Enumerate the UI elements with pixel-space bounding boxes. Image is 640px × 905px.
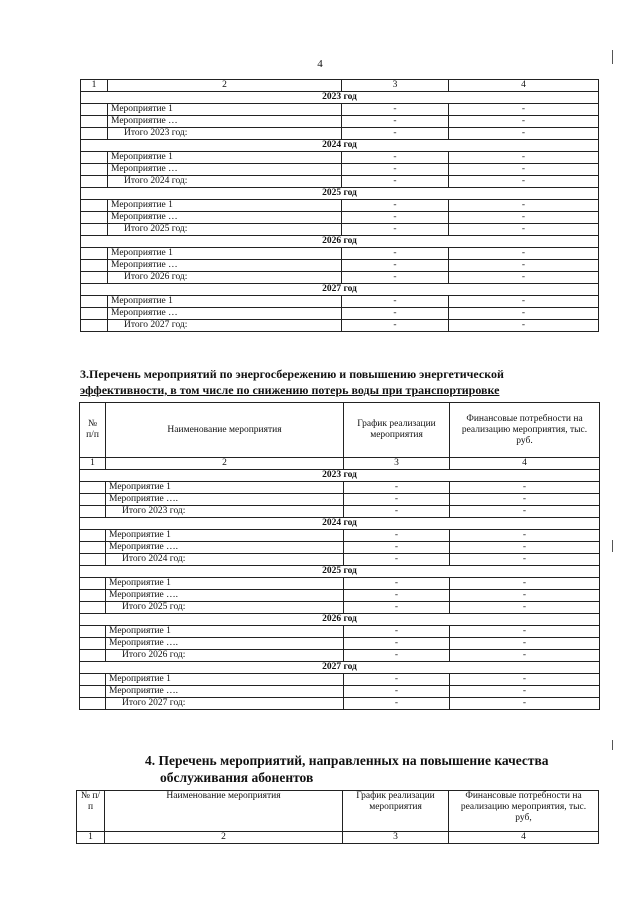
activity-name-cell: Мероприятие …. <box>106 590 344 602</box>
section-4-title <box>145 752 595 786</box>
schedule-cell: - <box>342 164 449 176</box>
col-header-name: Наименование мероприятия <box>106 403 344 458</box>
year-heading: 2027 год <box>80 662 600 674</box>
table-row <box>80 602 600 614</box>
activity-name-cell: Итого 2026 год: <box>106 650 344 662</box>
schedule-cell: - <box>344 590 450 602</box>
finance-cell: - <box>449 272 599 284</box>
finance-cell: - <box>449 320 599 332</box>
row-number-cell <box>80 494 106 506</box>
col-header-finance: Финансовые потребности на реализацию мероприятия, тыс. руб, <box>449 791 599 832</box>
activity-name-cell: Мероприятие …. <box>106 686 344 698</box>
finance-cell: - <box>450 542 600 554</box>
table-row <box>80 482 600 494</box>
year-header-row <box>80 566 600 578</box>
activity-name-cell: Мероприятие … <box>108 116 342 128</box>
activity-name-cell: Итого 2025 год: <box>106 602 344 614</box>
schedule-cell: - <box>342 104 449 116</box>
finance-cell: - <box>450 602 600 614</box>
table-row <box>80 698 600 710</box>
activity-name-cell: Мероприятие … <box>108 164 342 176</box>
col-header-number: № п/п <box>77 791 105 832</box>
year-heading: 2024 год <box>80 518 600 530</box>
row-number-cell <box>80 674 106 686</box>
year-heading: 2024 год <box>81 140 599 152</box>
table-row <box>80 578 600 590</box>
row-number-cell <box>80 602 106 614</box>
row-number-cell <box>80 506 106 518</box>
schedule-cell: - <box>342 224 449 236</box>
activity-name-cell: Мероприятие … <box>108 212 342 224</box>
schedule-cell: - <box>342 260 449 272</box>
col-number-4: 4 <box>449 832 599 844</box>
row-number-cell <box>81 212 108 224</box>
row-number-cell <box>81 152 108 164</box>
row-number-cell <box>81 260 108 272</box>
activity-name-cell: Мероприятие 1 <box>108 104 342 116</box>
activity-name-cell: Итого 2026 год: <box>108 272 342 284</box>
row-number-cell <box>80 650 106 662</box>
finance-cell: - <box>449 152 599 164</box>
finance-cell: - <box>450 530 600 542</box>
activity-name-cell: Мероприятие …. <box>106 542 344 554</box>
schedule-cell: - <box>342 152 449 164</box>
col-number-2: 2 <box>106 458 344 470</box>
table-row <box>81 200 599 212</box>
year-header-row <box>80 662 600 674</box>
year-header-row <box>80 518 600 530</box>
row-number-cell <box>80 542 106 554</box>
section-4-title-line-2: обслуживания абонентов <box>160 770 314 785</box>
finance-cell: - <box>449 296 599 308</box>
activity-name-cell: Итого 2027 год: <box>108 320 342 332</box>
schedule-cell: - <box>344 482 450 494</box>
activity-name-cell: Итого 2023 год: <box>108 128 342 140</box>
schedule-cell: - <box>344 494 450 506</box>
row-number-cell <box>81 248 108 260</box>
col-header-schedule: График реализации мероприятия <box>344 403 450 458</box>
table-row <box>81 308 599 320</box>
activity-name-cell: Мероприятие 1 <box>108 200 342 212</box>
table-row <box>80 530 600 542</box>
schedule-cell: - <box>344 674 450 686</box>
col-number-3: 3 <box>342 80 449 92</box>
year-header-row <box>81 140 599 152</box>
table-row <box>81 212 599 224</box>
activity-name-cell: Мероприятие 1 <box>108 152 342 164</box>
row-number-cell <box>80 578 106 590</box>
activity-name-cell: Мероприятие 1 <box>106 626 344 638</box>
schedule-cell: - <box>344 602 450 614</box>
table-row <box>80 686 600 698</box>
row-number-cell <box>80 530 106 542</box>
activity-name-cell: Мероприятие 1 <box>106 530 344 542</box>
finance-cell: - <box>449 200 599 212</box>
finance-cell: - <box>450 638 600 650</box>
row-number-cell <box>80 626 106 638</box>
table-row <box>81 176 599 188</box>
year-heading: 2026 год <box>81 236 599 248</box>
schedule-cell: - <box>342 320 449 332</box>
finance-cell: - <box>450 686 600 698</box>
col-number-3: 3 <box>343 832 449 844</box>
finance-cell: - <box>449 128 599 140</box>
schedule-cell: - <box>344 542 450 554</box>
finance-cell: - <box>450 506 600 518</box>
column-header-row <box>77 791 599 832</box>
table-row <box>81 116 599 128</box>
column-number-row <box>77 832 599 844</box>
scan-margin-mark <box>612 740 613 750</box>
table-row <box>81 248 599 260</box>
row-number-cell <box>80 698 106 710</box>
year-header-row <box>80 614 600 626</box>
finance-cell: - <box>449 248 599 260</box>
table-row <box>80 506 600 518</box>
table-row <box>80 590 600 602</box>
activity-name-cell: Мероприятие … <box>108 308 342 320</box>
activity-name-cell: Итого 2024 год: <box>106 554 344 566</box>
table-row <box>80 638 600 650</box>
activity-name-cell: Итого 2027 год: <box>106 698 344 710</box>
row-number-cell <box>81 308 108 320</box>
col-number-2: 2 <box>108 80 342 92</box>
section-3-title-line-1: 3.Перечень мероприятий по энергосбережению и повышению энергетической <box>80 367 504 381</box>
table-row <box>81 128 599 140</box>
row-number-cell <box>80 554 106 566</box>
scan-margin-mark <box>612 50 613 64</box>
table-1-continuation <box>80 79 599 332</box>
activity-name-cell: Мероприятие …. <box>106 638 344 650</box>
table-4 <box>76 790 599 844</box>
schedule-cell: - <box>342 212 449 224</box>
schedule-cell: - <box>344 686 450 698</box>
year-heading: 2023 год <box>81 92 599 104</box>
row-number-cell <box>80 686 106 698</box>
schedule-cell: - <box>344 626 450 638</box>
schedule-cell: - <box>342 128 449 140</box>
schedule-cell: - <box>344 506 450 518</box>
table-row <box>81 164 599 176</box>
table-row <box>80 626 600 638</box>
table-row <box>80 650 600 662</box>
finance-cell: - <box>450 554 600 566</box>
row-number-cell <box>80 638 106 650</box>
schedule-cell: - <box>344 638 450 650</box>
table-row <box>81 152 599 164</box>
section-4-title-line-1: 4. Перечень мероприятий, направленных на повышение качества <box>145 753 549 768</box>
year-header-row <box>81 188 599 200</box>
finance-cell: - <box>450 590 600 602</box>
year-heading: 2025 год <box>81 188 599 200</box>
year-header-row <box>81 92 599 104</box>
activity-name-cell: Мероприятие 1 <box>106 578 344 590</box>
col-number-1: 1 <box>81 80 108 92</box>
column-number-row <box>80 458 600 470</box>
col-number-1: 1 <box>77 832 105 844</box>
col-number-4: 4 <box>449 80 599 92</box>
row-number-cell <box>81 200 108 212</box>
finance-cell: - <box>449 116 599 128</box>
table-row <box>81 260 599 272</box>
table-row <box>80 674 600 686</box>
row-number-cell <box>81 296 108 308</box>
row-number-cell <box>81 272 108 284</box>
schedule-cell: - <box>342 308 449 320</box>
activity-name-cell: Мероприятие 1 <box>106 674 344 686</box>
row-number-cell <box>81 128 108 140</box>
col-number-4: 4 <box>450 458 600 470</box>
section-3-title <box>80 366 600 398</box>
table-row <box>80 542 600 554</box>
scan-margin-mark <box>612 540 613 552</box>
finance-cell: - <box>450 698 600 710</box>
row-number-cell <box>81 176 108 188</box>
finance-cell: - <box>450 494 600 506</box>
activity-name-cell: Итого 2023 год: <box>106 506 344 518</box>
finance-cell: - <box>450 674 600 686</box>
schedule-cell: - <box>342 200 449 212</box>
schedule-cell: - <box>344 554 450 566</box>
col-header-finance: Финансовые потребности на реализацию мероприятия, тыс. руб. <box>450 403 600 458</box>
finance-cell: - <box>449 308 599 320</box>
schedule-cell: - <box>342 176 449 188</box>
year-heading: 2023 год <box>80 470 600 482</box>
page-number: 4 <box>317 58 323 70</box>
col-header-schedule: График реализации мероприятия <box>343 791 449 832</box>
activity-name-cell: Мероприятие …. <box>106 494 344 506</box>
table-row <box>81 320 599 332</box>
year-heading: 2025 год <box>80 566 600 578</box>
column-header-row <box>80 403 600 458</box>
year-header-row <box>81 284 599 296</box>
year-header-row <box>81 236 599 248</box>
activity-name-cell: Мероприятие … <box>108 260 342 272</box>
year-heading: 2026 год <box>80 614 600 626</box>
col-header-number: № п/п <box>80 403 106 458</box>
section-3-title-line-2: эффективности, в том числе по снижению потерь воды при транспортировке <box>80 383 500 397</box>
finance-cell: - <box>449 164 599 176</box>
activity-name-cell: Мероприятие 1 <box>108 296 342 308</box>
table-row <box>80 494 600 506</box>
activity-name-cell: Итого 2024 год: <box>108 176 342 188</box>
finance-cell: - <box>449 104 599 116</box>
row-number-cell <box>80 482 106 494</box>
table-3 <box>79 402 600 710</box>
table-row <box>81 272 599 284</box>
year-heading: 2027 год <box>81 284 599 296</box>
schedule-cell: - <box>342 296 449 308</box>
row-number-cell <box>81 104 108 116</box>
col-header-name: Наименование мероприятия <box>105 791 343 832</box>
finance-cell: - <box>450 482 600 494</box>
col-number-1: 1 <box>80 458 106 470</box>
schedule-cell: - <box>342 272 449 284</box>
row-number-cell <box>80 590 106 602</box>
table-row <box>81 104 599 116</box>
activity-name-cell: Мероприятие 1 <box>106 482 344 494</box>
schedule-cell: - <box>342 116 449 128</box>
finance-cell: - <box>449 224 599 236</box>
year-header-row <box>80 470 600 482</box>
row-number-cell <box>81 164 108 176</box>
table-row <box>81 296 599 308</box>
col-number-3: 3 <box>344 458 450 470</box>
finance-cell: - <box>449 212 599 224</box>
finance-cell: - <box>450 578 600 590</box>
schedule-cell: - <box>344 650 450 662</box>
finance-cell: - <box>449 176 599 188</box>
finance-cell: - <box>449 260 599 272</box>
activity-name-cell: Мероприятие 1 <box>108 248 342 260</box>
table-row <box>80 554 600 566</box>
row-number-cell <box>81 116 108 128</box>
activity-name-cell: Итого 2025 год: <box>108 224 342 236</box>
row-number-cell <box>81 224 108 236</box>
schedule-cell: - <box>344 578 450 590</box>
col-number-2: 2 <box>105 832 343 844</box>
finance-cell: - <box>450 650 600 662</box>
finance-cell: - <box>450 626 600 638</box>
schedule-cell: - <box>344 698 450 710</box>
schedule-cell: - <box>342 248 449 260</box>
row-number-cell <box>81 320 108 332</box>
table-row <box>81 224 599 236</box>
column-number-row <box>81 80 599 92</box>
schedule-cell: - <box>344 530 450 542</box>
